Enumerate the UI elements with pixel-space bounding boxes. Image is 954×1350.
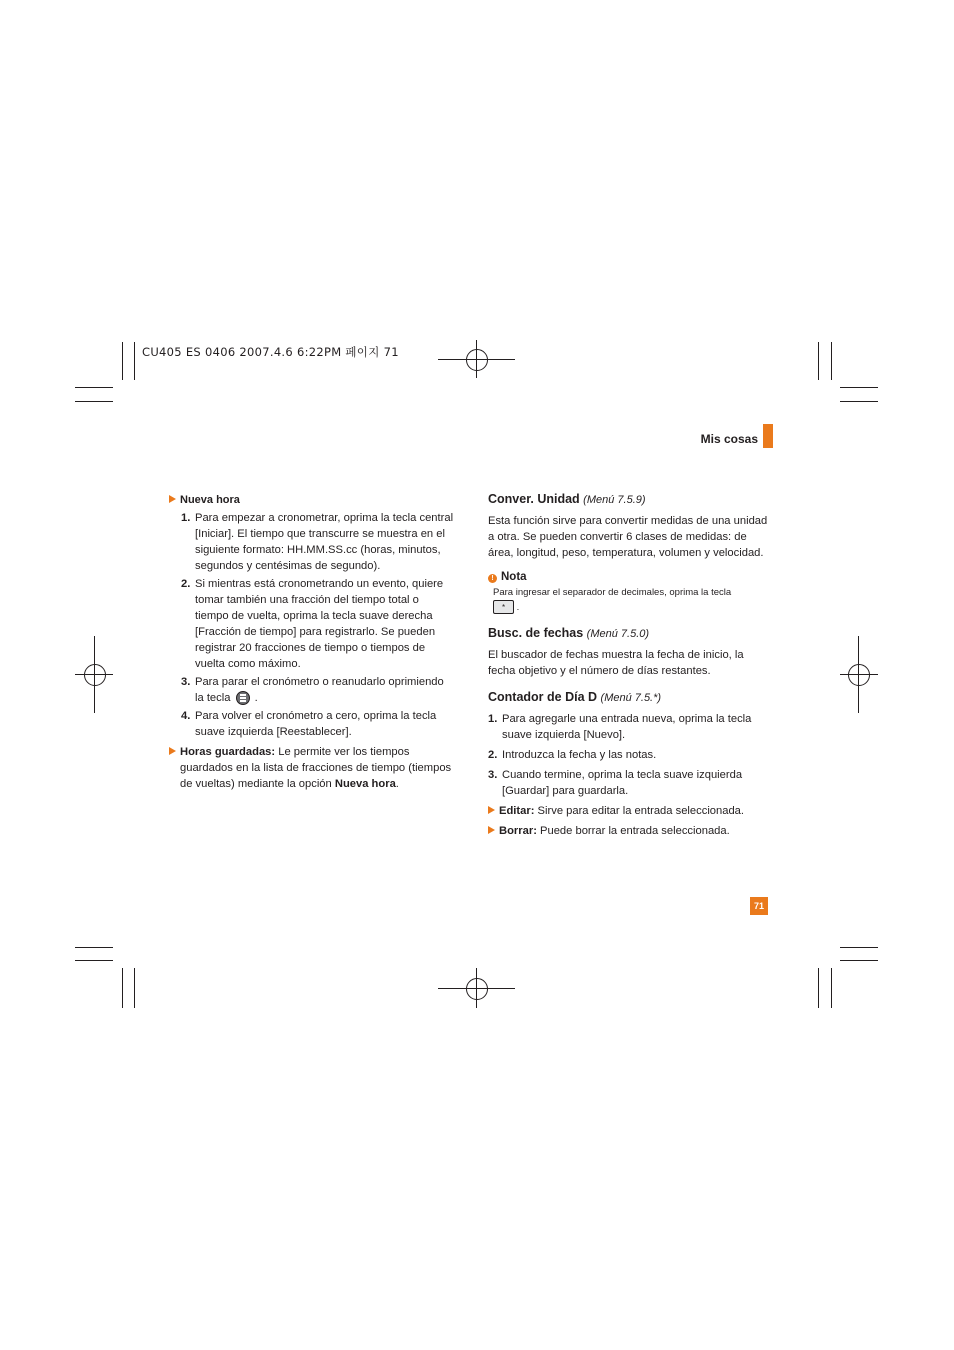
- registration-circle: [84, 664, 106, 686]
- crop-mark: [840, 960, 878, 961]
- bullet-arrow-icon: [169, 747, 176, 755]
- conver-heading: Conver. Unidad (Menú 7.5.9): [488, 492, 646, 506]
- right-column: [488, 491, 768, 839]
- crop-mark: [818, 968, 819, 1008]
- crop-mark: [818, 342, 819, 380]
- list-item: 2. Introduzca la fecha y las notas.: [488, 749, 657, 761]
- editar-option: Editar: Sirve para editar la entrada seleccionada.: [488, 803, 768, 819]
- nota-heading: ! Nota: [488, 569, 768, 585]
- crop-mark: [134, 342, 135, 380]
- crop-mark: [122, 342, 123, 380]
- note-icon: !: [488, 574, 497, 583]
- list-item: 4. Para volver el cronómetro a cero, oprima la tecla suave izquierda [Reestablecer].: [181, 710, 437, 738]
- bullet-arrow-icon: [488, 826, 495, 834]
- nueva-hora-steps: [169, 510, 455, 740]
- horas-guardadas: Horas guardadas: Le permite ver los tiempos guardados en la lista de fracciones de tiempo (tiempos de vueltas) mediante la opción Nueva hora.: [169, 744, 455, 792]
- crop-mark: [840, 947, 878, 948]
- star-key-icon: *: [493, 600, 514, 614]
- borrar-option: Borrar: Puede borrar la entrada seleccionada.: [488, 823, 768, 839]
- list-item: 1. Para empezar a cronometrar, oprima la tecla central [Iniciar]. El tiempo que transcurre se muestra en el siguiente formato: HH.MM.SS.cc (horas, minutos, segundos y centésimas de segundo).: [181, 512, 454, 572]
- crop-mark: [122, 968, 123, 1008]
- section-header: Mis cosas: [700, 432, 758, 446]
- crop-mark: [75, 947, 113, 948]
- contador-steps: [488, 711, 768, 799]
- crop-mark: [840, 401, 878, 402]
- list-item: 1. Para agregarle una entrada nueva, oprima la tecla suave izquierda [Nuevo].: [488, 713, 752, 741]
- center-key-icon: [236, 691, 250, 705]
- crop-mark: [75, 387, 113, 388]
- crop-mark: [75, 401, 113, 402]
- list-item: 3. Cuando termine, oprima la tecla suave izquierda [Guardar] para guardarla.: [488, 769, 743, 797]
- page-number: 71: [750, 897, 768, 915]
- busc-body: El buscador de fechas muestra la fecha de inicio, la fecha objetivo y el número de días restantes.: [488, 649, 744, 677]
- crop-mark: [134, 968, 135, 1008]
- crop-mark: [831, 968, 832, 1008]
- nota-body: Para ingresar el separador de decimales, oprima la tecla * .: [493, 587, 732, 613]
- busc-heading: Busc. de fechas (Menú 7.5.0): [488, 626, 650, 640]
- left-column: [169, 492, 455, 792]
- contador-heading: Contador de Día D (Menú 7.5.*): [488, 690, 662, 704]
- list-item: 2. Si mientras está cronometrando un evento, quiere tomar también una fracción del tiempo total o tiempo de vuelta, oprima la tecla suave derecha [Fracción de tiempo] para registrarlo. Se pueden registrar 20 fracciones de tiempo o tiempos de vuelta como máximo.: [181, 578, 444, 670]
- list-item: 3. Para parar el cronómetro o reanudarlo oprimiendo la tecla .: [181, 676, 444, 704]
- registration-circle: [848, 664, 870, 686]
- bullet-arrow-icon: [169, 495, 176, 503]
- print-slug: CU405 ES 0406 2007.4.6 6:22PM 페이지 71: [142, 345, 399, 359]
- nueva-hora-heading: Nueva hora: [169, 492, 455, 508]
- crop-mark: [840, 387, 878, 388]
- section-tab: [763, 424, 773, 448]
- crop-mark: [75, 960, 113, 961]
- crop-mark: [831, 342, 832, 380]
- registration-circle: [466, 349, 488, 371]
- bullet-arrow-icon: [488, 806, 495, 814]
- registration-circle: [466, 978, 488, 1000]
- conver-body: Esta función sirve para convertir medidas de una unidad a otra. Se pueden convertir 6 clases de medidas: de área, longitud, peso, temperatura, volumen y velocidad.: [488, 515, 768, 559]
